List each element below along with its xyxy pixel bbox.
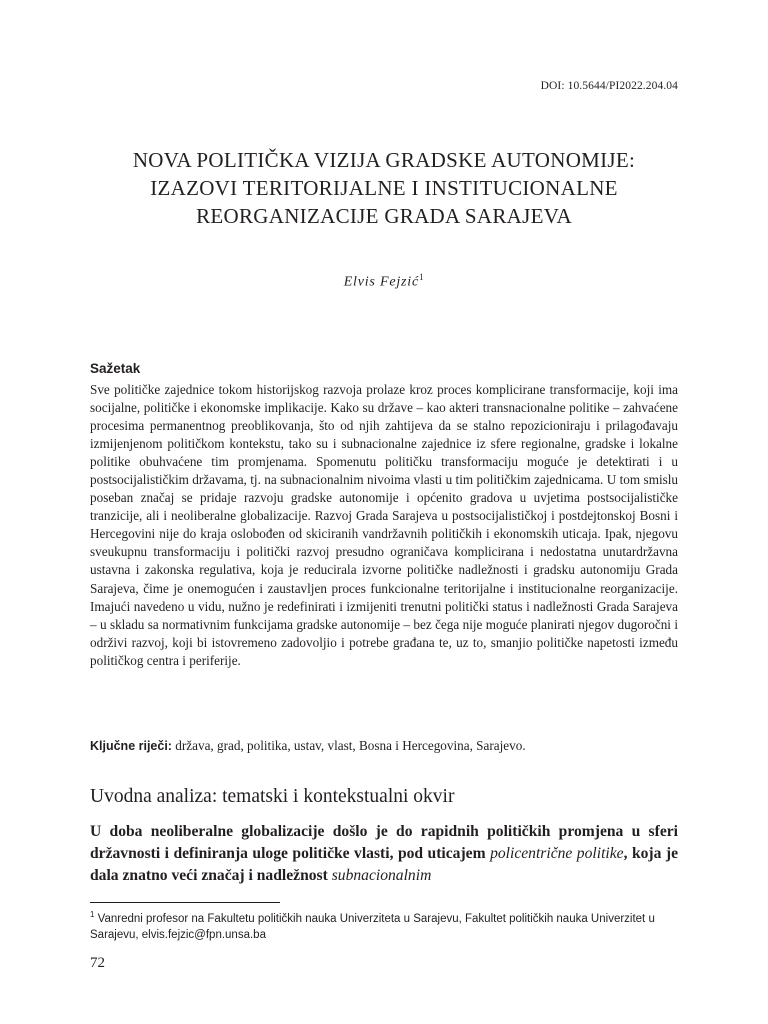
footnote (90, 907, 678, 943)
intro-paragraph (90, 821, 678, 887)
keywords-list: država, grad, politika, ustav, vlast, Bosna i Hercegovina, Sarajevo. (175, 738, 526, 753)
section-heading: Uvodna analiza: tematski i kontekstualni okvir (90, 786, 455, 807)
footnote-mark: 1 (90, 910, 95, 919)
author-name: Elvis Fejzić (343, 274, 419, 290)
paper-page (90, 0, 678, 1024)
title-line-1: NOVA POLITIČKA VIZIJA GRADSKE AUTONOMIJE: (132, 148, 636, 172)
intro-text-2: , koja je dala znatno veći značaj i nadležnost (90, 845, 678, 884)
keywords-label: Ključne riječi: (90, 739, 172, 753)
title-line-3: REORGANIZACIJE GRADA SARAJEVA (196, 204, 572, 228)
doi-identifier: DOI: 10.5644/PI2022.204.04 (540, 80, 678, 92)
intro-text-1: U doba neoliberalne globalizacije došlo je do rapidnih političkih promjena u sferi državnosti i definiranja uloge političke vlasti, pod uticajem (90, 823, 678, 862)
intro-emphasis-1: policentrične politike (490, 845, 624, 862)
intro-emphasis-2: subnacionalnim (331, 867, 432, 884)
footnote-text: Vanredni profesor na Fakultetu političkih nauka Univerziteta u Sarajevu, Fakultet političkih nauka Univerzitet u Sarajevu, elvis.fejzic@fpn.unsa.ba (90, 912, 655, 941)
author-byline (90, 272, 678, 291)
page-number: 72 (90, 955, 105, 971)
author-footnote-mark[interactable]: 1 (419, 272, 425, 282)
keywords-line (90, 738, 678, 754)
title-line-2: IZAZOVI TERITORIJALNE I INSTITUCIONALNE (150, 176, 618, 200)
abstract-heading: Sažetak (90, 361, 141, 376)
footnote-divider (90, 902, 280, 903)
article-title (90, 146, 678, 230)
abstract-text: Sve političke zajednice tokom historijskog razvoja prolaze kroz proces komplicirane transformacije, koji ima socijalne, političke i ekonomske implikacije. Kako su države – kao akteri transnacionalne politike – zahvaćene procesima permanentnog preoblikovanja, što od njih zahtijeva da se stalno repozicioniraju i prilagođavaju izmijenjenom političkom kontekstu, tako su i subnacionalne zajednice iz sfere regionalne, gradske i lokalne politike obuhvaćene tim promjenama. Spomenutu političku transformaciju moguće je detektirati i u postsocijalističkim državama, tj. na subnacionalnim nivoima vlasti u tim političkim zajednicama. U tom smislu poseban značaj se pridaje razvoju gradske autonomije i općenito gradova u uvjetima postsocijalističke tranzicije, ali i neoliberalne globalizacije. Razvoj Grada Sarajeva u postsocijalističkoj i postdejtonskoj Bosni i Hercegovini nije do kraja oslobođen od skiciranih vandržavnih političkih i ekonomskih uticaja. Ipak, njegovu sveukupnu transformaciju i politički razvoj presudno ograničava komplicirana i nedostatna unutardržavna ustavna i zakonska regulativa, koja je reducirala izvorne političke nadležnosti i gradsku autonomiju Grada Sarajeva, čime je onemogućen i zaustavljen proces funkcionalne teritorijalne i institucionalne reorganizacije. Imajući navedeno u vidu, nužno je redefinirati i izmijeniti trenutni politički status i nadležnosti Grada Sarajeva – u skladu sa normativnim funkcijama gradske autonomije – bez čega nije moguće planirati njegov dugoročni i održivi razvoj, koji bi istovremeno zadovoljio i potrebe građana te, uz to, smanjio političke napetosti između političkog centra i periferije. (90, 382, 678, 668)
